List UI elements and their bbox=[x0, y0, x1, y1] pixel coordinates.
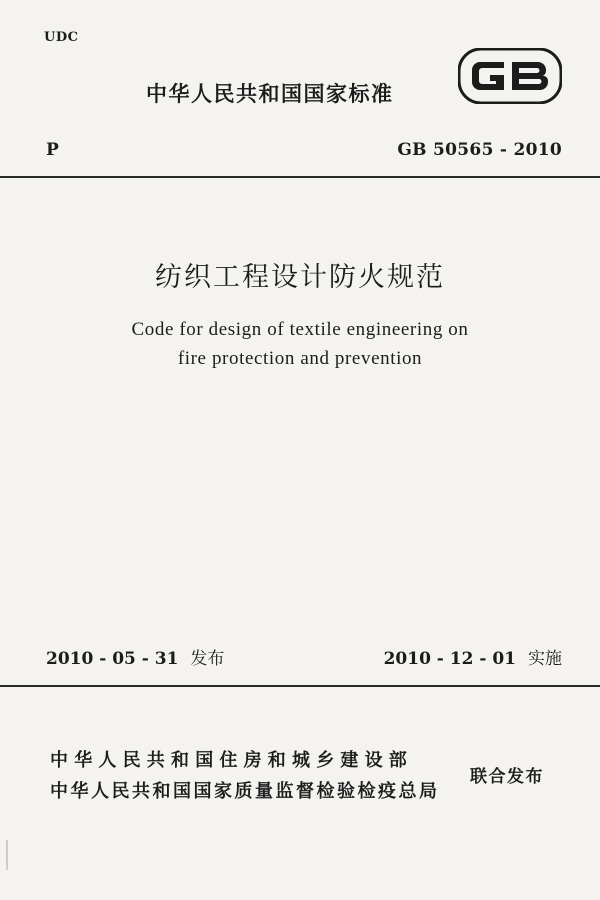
publisher-aqsiq: 中华人民共和国国家质量监督检验检疫总局 bbox=[50, 781, 440, 802]
standard-type-heading: 中华人民共和国国家标准 bbox=[146, 82, 394, 106]
publisher-ministry-housing: 中华人民共和国住房和城乡建设部 bbox=[50, 750, 413, 771]
udc-label: UDC bbox=[44, 30, 79, 45]
issue-date: 2010 - 05 - 31 bbox=[46, 649, 179, 669]
english-title-line-1: Code for design of textile engineering on bbox=[131, 319, 469, 340]
issue-date-block bbox=[46, 644, 224, 669]
issue-label: 发布 bbox=[190, 649, 225, 669]
implement-date: 2010 - 12 - 01 bbox=[383, 649, 516, 669]
implement-label: 实施 bbox=[528, 649, 562, 669]
english-title bbox=[0, 315, 600, 373]
category-code: P bbox=[46, 140, 59, 160]
scan-artifact bbox=[6, 840, 8, 870]
top-divider bbox=[0, 176, 600, 178]
chinese-title: 纺织工程设计防火规范 bbox=[155, 262, 445, 293]
joint-publish-label: 联合发布 bbox=[470, 767, 544, 787]
gb-logo-icon bbox=[458, 48, 562, 104]
bottom-divider bbox=[0, 685, 600, 687]
english-title-line-2: fire protection and prevention bbox=[177, 348, 423, 369]
implement-date-block bbox=[384, 644, 562, 669]
standard-number: GB 50565 - 2010 bbox=[397, 140, 562, 160]
